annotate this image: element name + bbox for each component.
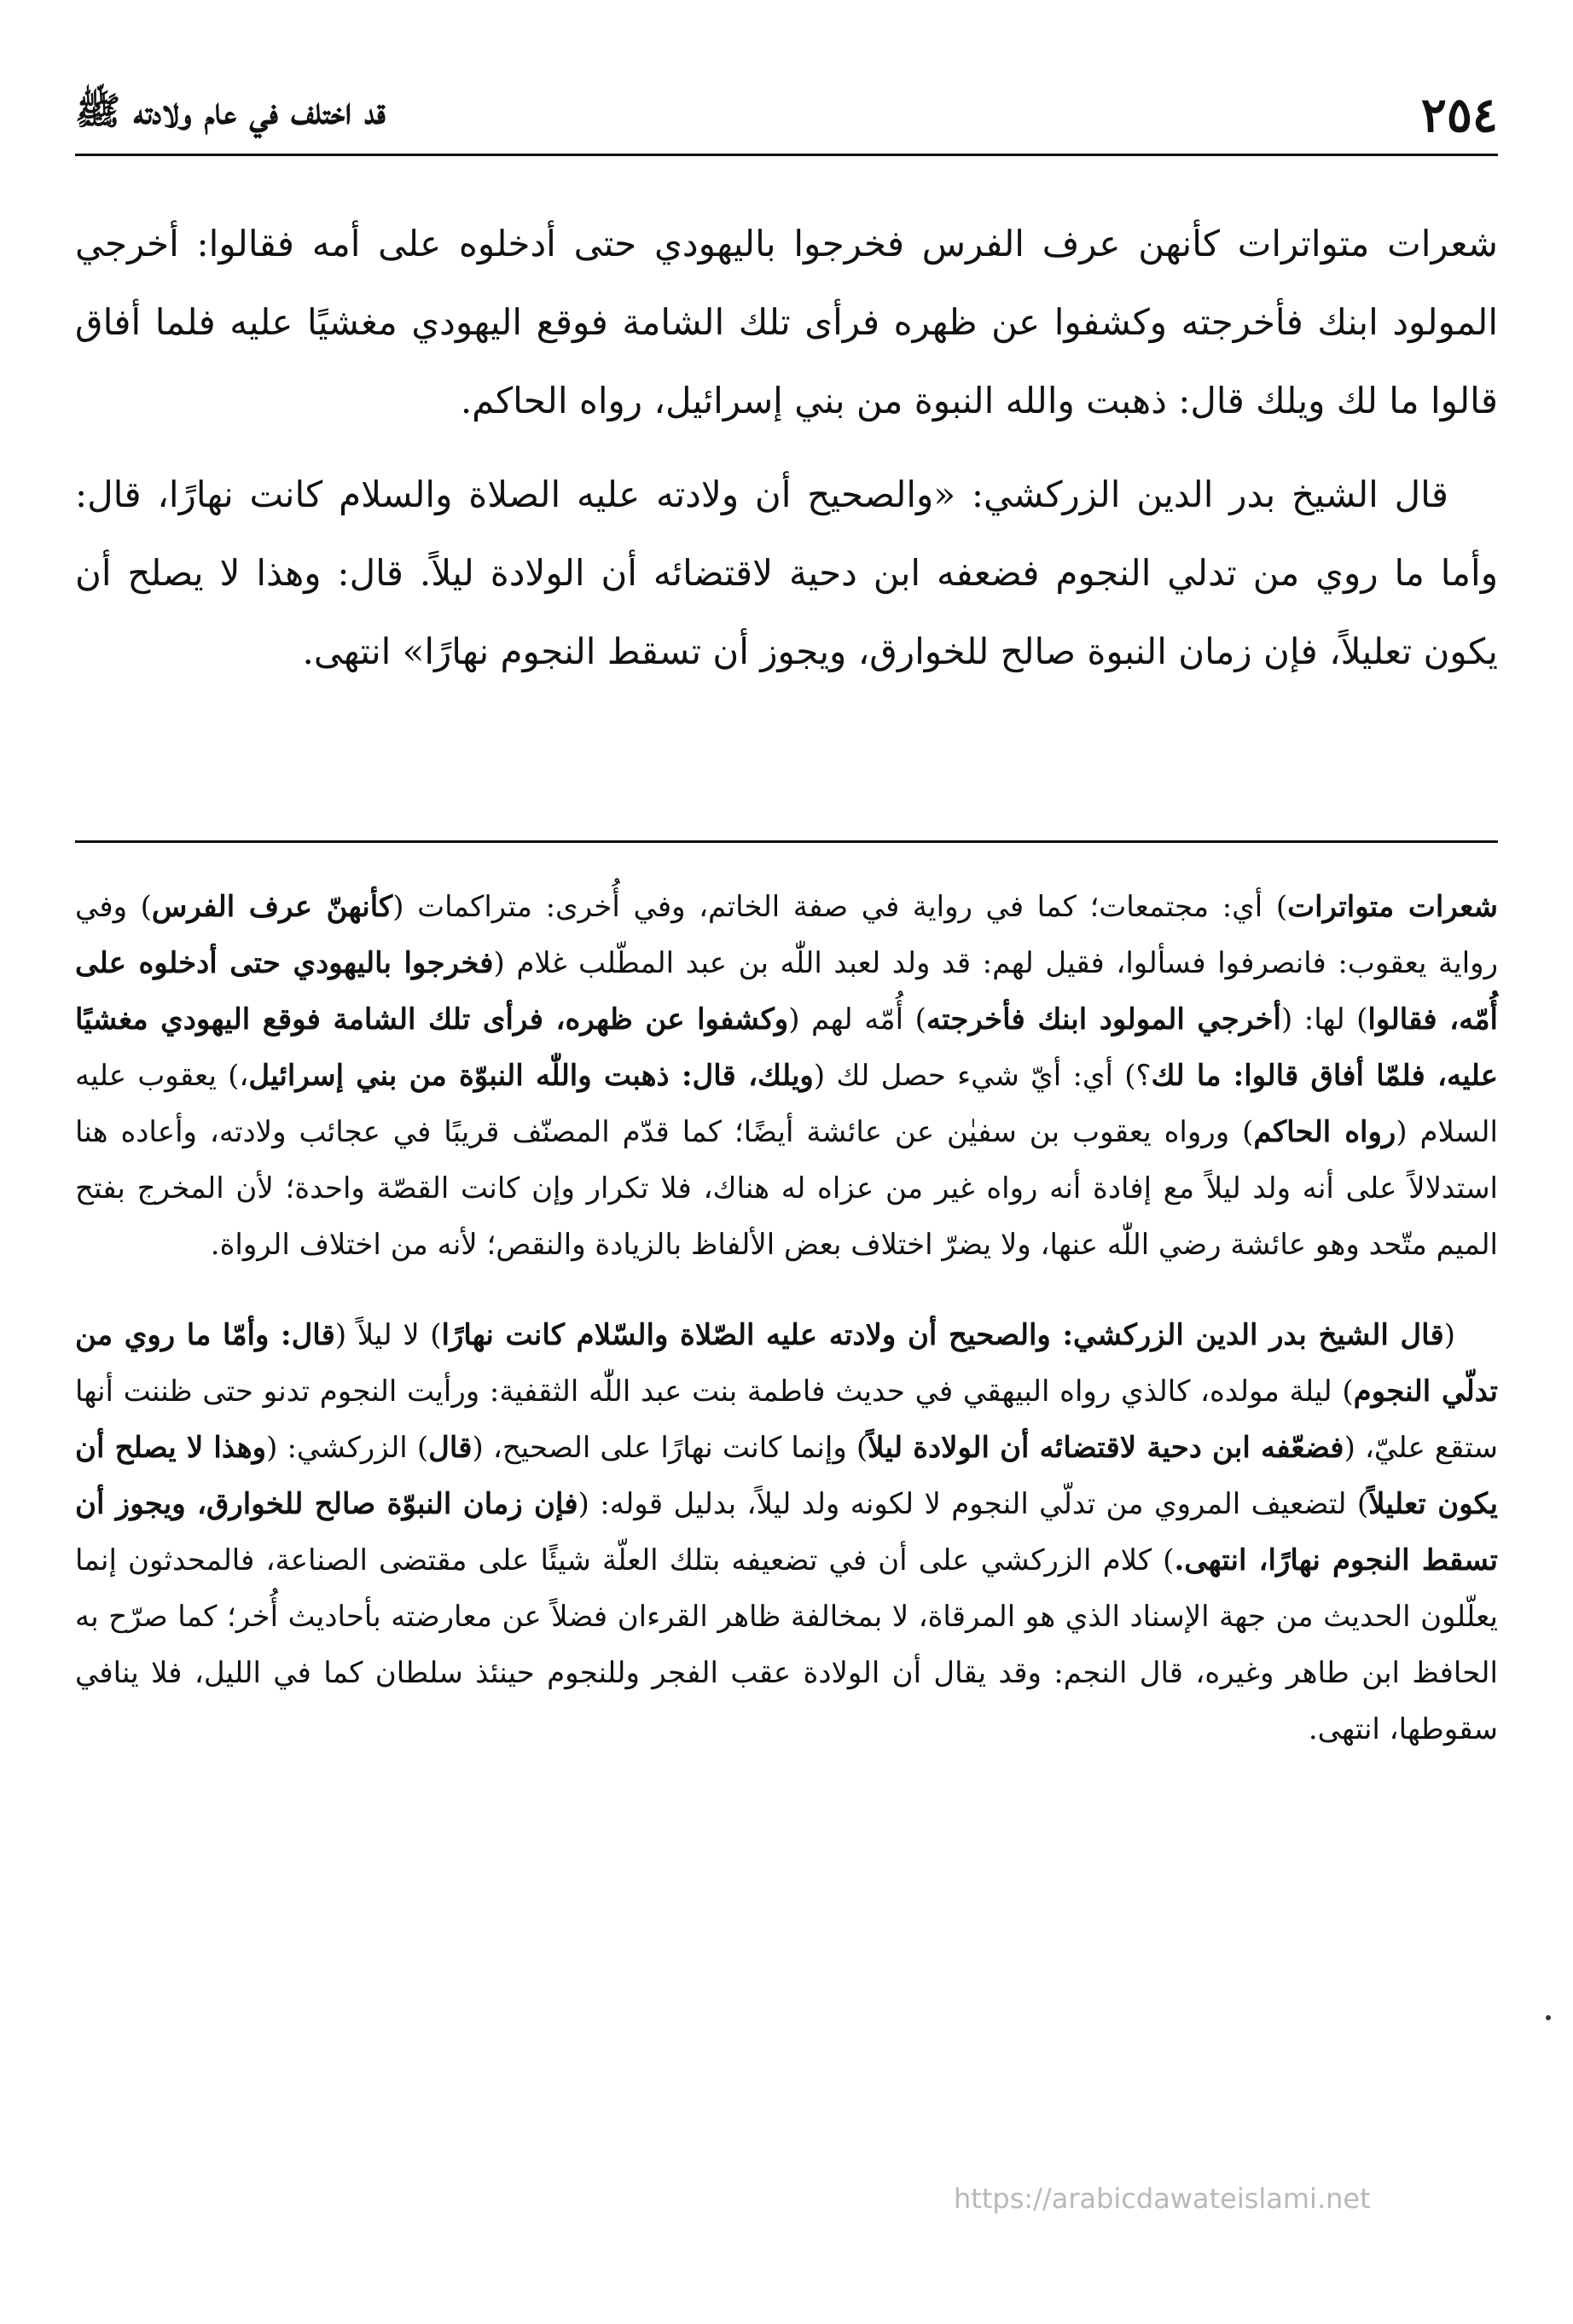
commentary-text: ) وفي رواية يعقوب: فانصرفوا فسألوا، فقيل لهم: قد ولد لعبد اللّٰه بن عبد المطّلب غلام (: [75, 890, 1498, 980]
quoted-base-text: قال: [428, 1431, 473, 1465]
quoted-base-text: شعرات متواترات: [1287, 890, 1498, 924]
commentary-text: ) لتضعيف المروي من تدلّي النجوم لا لكونه ولد ليلاً، بدليل قوله: (: [578, 1487, 1369, 1521]
commentary-text: ؟) أي: أيّ شيء حصل لك (: [813, 1059, 1152, 1093]
commentary-text: ) لا ليلاً (: [334, 1318, 442, 1352]
commentary-text: ) ورواه يعقوب بن سفيٰن عن عائشة أيضًا؛ كما قدّم المصنّف قريبًا في عجائب ولادته، وأعاده هنا استدلالاً على أنه ولد ليلاً مع إفادة أنه رواه غير من عزاه له هناك، فلا تكرار وإن كانت القصّة واحدة؛ لأن المخرج بفتح الميم متّحد وهو عائشة رضي اللّٰه عنها، ولا يضرّ اختلاف بعض الألفاظ بالزيادة والنقص؛ لأنه من اختلاف الرواة.: [75, 1115, 1498, 1262]
commentary-text: ) وإنما كانت نهارًا على الصحيح، (: [472, 1431, 868, 1465]
quoted-base-text: رواه الحاكم: [1253, 1115, 1396, 1149]
commentary-paragraph-1: [75, 879, 1498, 1273]
watermark-url: https://arabicdawateislami.net: [954, 2182, 1371, 2215]
quoted-base-text: وكشفوا عن ظهره، فرأى تلك الشامة فوقع اليهودي مغشيًا عليه، فلمّا أفاق قالوا: ما لك: [75, 1002, 1498, 1093]
commentary-text: ) ليلة مولده، كالذي رواه البيهقي في حديث فاطمة بنت عبد اللّٰه الثقفية: ورأيت النجوم تدنو حتى ظننت أنها ستقع عليّ، (: [75, 1374, 1498, 1465]
main-paragraph-2: قال الشيخ بدر الدين الزركشي: «والصحيح أن ولادته عليه الصلاة والسلام كانت نهارًا، قال: وأما ما روي من تدلي النجوم فضعفه ابن دحية لاقتضائه أن الولادة ليلاً. قال: وهذا لا يصلح أن يكون تعليلاً، فإن زمان النبوة صالح للخوارق، ويجوز أن تسقط النجوم نهارًا» انتهى.: [75, 474, 1498, 672]
quoted-base-text: قال: وأمّا ما روي من تدلّي النجوم: [75, 1318, 1498, 1409]
section-divider: [75, 840, 1498, 843]
commentary-text: ) لها: (: [1280, 1002, 1368, 1037]
page-header: [75, 77, 1498, 156]
commentary: [75, 879, 1498, 1792]
quoted-base-text: فإن زمان النبوّة صالح للخوارق، ويجوز أن تسقط النجوم نهارًا، انتهى.: [75, 1487, 1498, 1577]
running-title: قد اختلف في عام ولادته ﷺ: [75, 90, 386, 133]
quoted-base-text: فخرجوا باليهودي حتى أدخلوه على أُمّه، فقالوا: [75, 946, 1498, 1037]
main-paragraph-1: شعرات متواترات كأنهن عرف الفرس فخرجوا باليهودي حتى أدخلوه على أمه فقالوا: أخرجي المولود ابنك فأخرجته وكشفوا عن ظهره فرأى تلك الشامة فوقع اليهودي مغشيًا عليه فلما أفاق قالوا ما لك ويلك قال: ذهبت والله النبوة من بني إسرائيل، رواه الحاكم.: [75, 223, 1498, 421]
quoted-base-text: قال الشيخ بدر الدين الزركشي: والصحيح أن ولادته عليه الصّلاة والسّلام كانت نهارًا: [441, 1318, 1444, 1352]
margin-mark: [1546, 2015, 1551, 2020]
quoted-base-text: فضعّفه ابن دحية لاقتضائه أن الولادة ليلاً: [868, 1431, 1344, 1465]
commentary-text: ) أي: مجتمعات؛ كما في رواية في صفة الخاتم، وفي أُخرى: متراكمات (: [392, 890, 1288, 924]
quoted-base-text: كأنهنّ عرف الفرس: [151, 890, 393, 924]
commentary-text: (: [1443, 1318, 1456, 1352]
commentary-text: ) أُمّه لهم (: [788, 1002, 926, 1037]
quoted-base-text: ويلك، قال: ذهبت واللّٰه النبوّة من بني إسرائيل: [248, 1059, 814, 1093]
commentary-text: ،) يعقوب عليه السلام (: [75, 1059, 1498, 1149]
commentary-text: ) كلام الزركشي على أن في تضعيفه بتلك العلّة شيئًا على مقتضى الصناعة، فالمحدثون إنما يعلّلون الحديث من جهة الإسناد الذي هو المرقاة، لا بمخالفة ظاهر القرءان فضلاً عن معارضته بأحاديث أُخر؛ كما صرّح به الحافظ ابن طاهر وغيره، قال النجم: وقد يقال أن الولادة عقب الفجر وللنجوم حينئذ سلطان كما في الليل، فلا ينافي سقوطها، انتهى.: [75, 1543, 1498, 1746]
commentary-paragraph-2: [75, 1307, 1498, 1758]
commentary-text: ) الزركشي: (: [266, 1431, 429, 1465]
page-number: ٢٥٤: [1420, 87, 1498, 143]
quoted-base-text: وهذا لا يصلح أن يكون تعليلاً: [75, 1431, 1498, 1521]
quoted-base-text: أخرجي المولود ابنك فأخرجته: [926, 1002, 1281, 1037]
main-text: [75, 205, 1498, 706]
